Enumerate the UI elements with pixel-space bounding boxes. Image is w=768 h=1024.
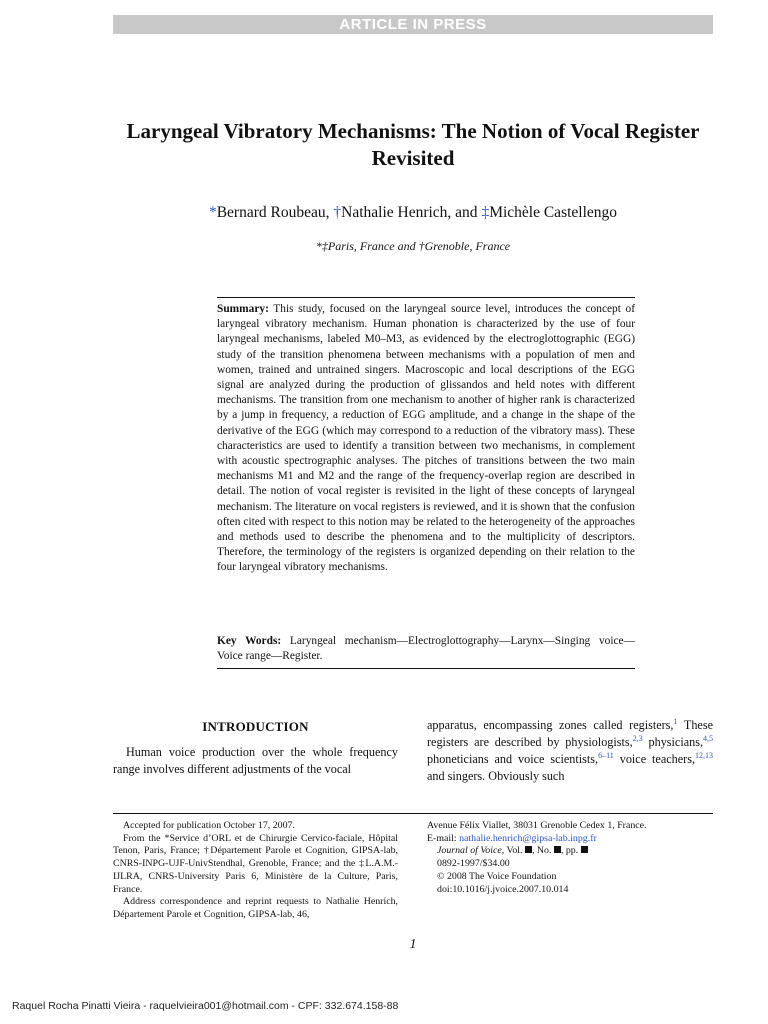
keywords-label: Key Words: bbox=[217, 635, 282, 647]
author-mark-1[interactable]: * bbox=[208, 204, 217, 221]
author-mark-3[interactable]: ‡ bbox=[481, 204, 490, 221]
intro-text-segment: apparatus, encompassing zones called registers, bbox=[427, 718, 674, 732]
issue-placeholder bbox=[554, 846, 561, 853]
journal-vol-label: , Vol. bbox=[501, 845, 525, 857]
footnotes-left bbox=[113, 820, 398, 922]
price-line: 0892-1997/$34.00 bbox=[437, 858, 510, 870]
footnotes-right bbox=[427, 820, 713, 896]
correspondence-address-cont: Avenue Félix Viallet, 38031 Grenoble Cedex 1, France. bbox=[427, 820, 647, 831]
intro-text-segment: These registers are described by physiologists, bbox=[427, 718, 713, 749]
summary-bottom-rule bbox=[217, 668, 635, 669]
author-name-2: Nathalie Henrich, and bbox=[341, 204, 482, 221]
citation-link[interactable]: 6–11 bbox=[598, 750, 614, 760]
copyright-line: © 2008 The Voice Foundation bbox=[437, 870, 557, 882]
author-name-1: Bernard Roubeau, bbox=[216, 204, 334, 221]
volume-placeholder bbox=[525, 846, 532, 853]
author-mark-2[interactable]: † bbox=[333, 204, 342, 221]
email-link[interactable]: nathalie.henrich@gipsa-lab.inpg.fr bbox=[459, 832, 597, 844]
summary-text: This study, focused on the laryngeal source level, introduces the concept of laryngeal vibratory mechanism. Human phonation is characterized by the use of four laryngeal mechanisms, labeled M0–M3, as evidenced by the electroglottographic (EGG) study of the transition phenomena between mechanisms with a population of men and women, trained and untrained singers. Macroscopic and local descriptions of the EGG signal are analyzed during the production of glissandos and held notes with different mechanisms. The transition from one mechanism to another of higher rank is characterized by a jump in frequency, a reduction of EGG amplitude, and a change in the shape of the derivative of the EGG (which may correspond to a reduction of the vibratory mass). These characteristics are used to identify a transition between two mechanisms, in complement with acoustic spectrographic analyses. The pitches of transitions between the two main mechanisms M1 and M2 and the range of the frequency-overlap region are described in detail. The notion of vocal register is revisited in the light of these concepts of laryngeal mechanism. The literature on vocal registers is reviewed, and it is shown that the confusion often cited with respect to this notion may be related to the heterogeneity of the approaches and methods used to describe the phenomena and to the multiplicity of descriptors. Therefore, the terminology of the registers is organized depending on their relation to the four laryngeal vibratory mechanisms. bbox=[217, 303, 635, 574]
journal-line bbox=[427, 845, 713, 858]
affiliation-note: From the *Service d’ORL et de Chirurgie Cervico-faciale, Hôpital Tenon, Paris, France; †Département Parole et Cognition, GIPSA-lab, CNRS-INPG-UJF-UnivStendhal, Grenoble, France; and the ‡L.A.M.-IJLRA, CNRS-University Paris 6, Ministère de la Culture, Paris, France. bbox=[113, 832, 398, 895]
author-list bbox=[113, 203, 713, 223]
journal-no-label: , No. bbox=[531, 845, 554, 857]
summary-paragraph bbox=[217, 302, 635, 576]
left-column bbox=[113, 718, 398, 778]
keywords-paragraph bbox=[217, 634, 635, 664]
right-column bbox=[427, 717, 713, 785]
email-label: E-mail: bbox=[427, 832, 460, 844]
download-watermark: Raquel Rocha Pinatti Vieira - raquelvieira001@hotmail.com - CPF: 332.674.158-88 bbox=[12, 1000, 399, 1012]
correspondence-note: Address correspondence and reprint requests to Nathalie Henrich, Département Parole et Cognition, GIPSA-lab, 46, bbox=[113, 896, 398, 920]
footnote-rule bbox=[113, 813, 713, 814]
intro-text-segment: phoneticians and voice scientists, bbox=[427, 752, 599, 766]
journal-name: Journal of Voice bbox=[437, 845, 502, 857]
introduction-right-text bbox=[427, 717, 713, 785]
author-affiliation: *‡Paris, France and †Grenoble, France bbox=[315, 239, 511, 253]
page-number: 1 bbox=[409, 937, 417, 952]
intro-text-segment: voice teachers, bbox=[613, 752, 695, 766]
citation-link[interactable]: 12,13 bbox=[695, 750, 713, 760]
introduction-heading: INTRODUCTION bbox=[202, 719, 309, 734]
intro-text-segment: physicians, bbox=[642, 735, 703, 749]
article-in-press-banner: ARTICLE IN PRESS bbox=[113, 15, 713, 34]
doi-line: doi:10.1016/j.jvoice.2007.10.014 bbox=[437, 883, 569, 895]
citation-link[interactable]: 2,3 bbox=[632, 733, 643, 743]
article-title: Laryngeal Vibratory Mechanisms: The Notion of Vocal Register Revisited bbox=[126, 119, 700, 170]
citation-link[interactable]: 4,5 bbox=[703, 733, 713, 743]
accepted-note: Accepted for publication October 17, 2007. bbox=[123, 820, 295, 831]
summary-top-rule bbox=[217, 297, 635, 298]
author-name-3: Michèle Castellengo bbox=[489, 204, 618, 221]
journal-pp-label: , pp. bbox=[560, 845, 581, 857]
summary-label: Summary: bbox=[217, 303, 269, 315]
email-line bbox=[427, 833, 713, 846]
keywords-text: Laryngeal mechanism—Electroglottography—Larynx—Singing voice—Voice range—Register. bbox=[217, 635, 635, 663]
pages-placeholder bbox=[581, 846, 588, 853]
citation-link[interactable]: 1 bbox=[673, 716, 678, 726]
introduction-left-text: Human voice production over the whole frequency range involves different adjustments of the vocal bbox=[113, 745, 398, 776]
intro-text-segment: and singers. Obviously such bbox=[427, 769, 565, 783]
